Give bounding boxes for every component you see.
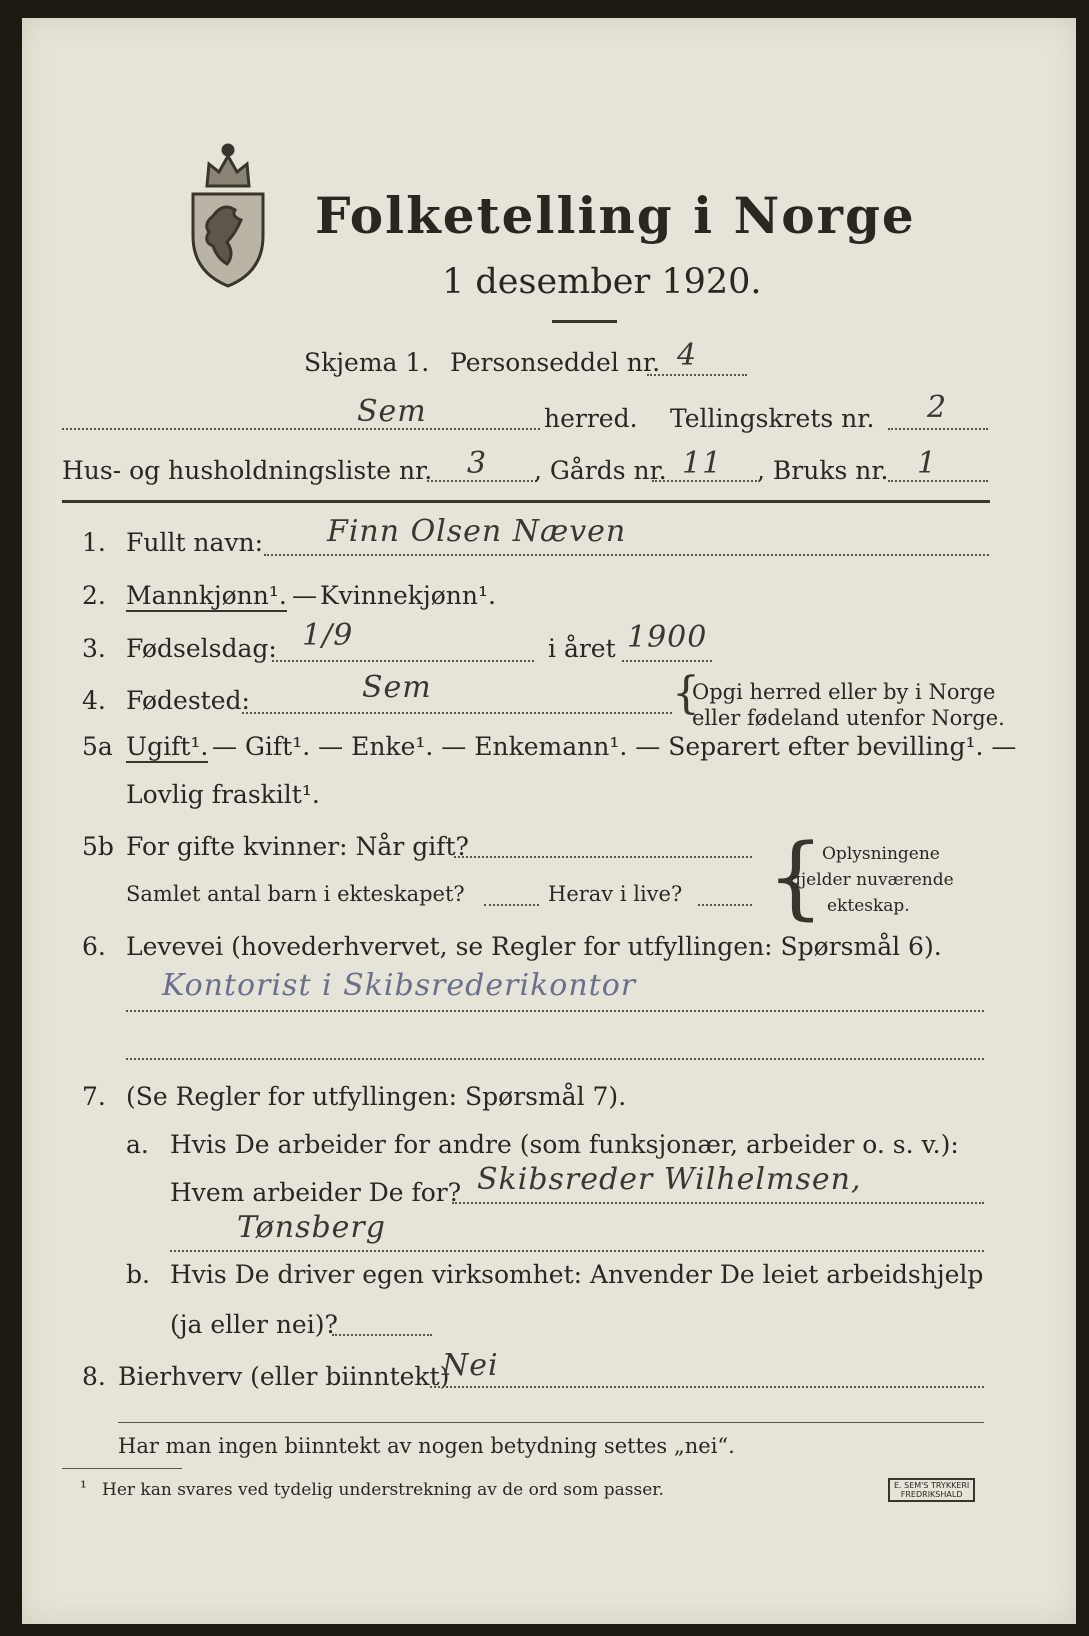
full-name-value: Finn Olsen Næven [327, 514, 627, 549]
norway-coat-of-arms-icon [187, 136, 269, 288]
title-divider [552, 320, 617, 323]
q7a-field-line-2 [170, 1250, 984, 1252]
gender-male-option: Mannkjønn¹. [126, 581, 287, 610]
q5b-children-field-line [484, 904, 539, 906]
census-form-sheet [22, 18, 1076, 1624]
q4-field-line [242, 712, 672, 714]
marital-ugift-option: Ugift¹. [126, 732, 209, 761]
marital-lovlig-fraskilt: Lovlig fraskilt¹. [126, 780, 320, 809]
printer-stamp [888, 1478, 975, 1502]
q3-number: 3. [82, 634, 106, 663]
q5b-when-married-label: For gifte kvinner: Når gift? [126, 832, 469, 861]
bruks-field-line [888, 480, 988, 482]
husliste-value: 3 [467, 446, 488, 481]
birth-year-value: 1900 [627, 620, 708, 655]
footer-note: Har man ingen biinntekt av nogen betydning settes „nei“. [118, 1434, 735, 1458]
q7-label: (Se Regler for utfyllingen: Spørsmål 7). [126, 1082, 627, 1111]
form-title: Folketelling i Norge [315, 186, 916, 245]
q7-number: 7. [82, 1082, 106, 1111]
personseddel-field-line [647, 374, 747, 376]
q7a-letter: a. [126, 1130, 149, 1159]
employer-location-value: Tønsberg [237, 1210, 386, 1245]
herred-field-line [62, 428, 540, 430]
tellingskrets-field-line [888, 428, 988, 430]
gender-separator: — [292, 581, 317, 610]
gender-female-option: Kvinnekjønn¹. [320, 581, 496, 610]
q5b-when-married-field-line [454, 856, 752, 858]
q7b-letter: b. [126, 1260, 150, 1289]
q6-number: 6. [82, 932, 106, 961]
census-date: 1 desember 1920. [442, 262, 762, 302]
bruks-label: , Bruks nr. [757, 456, 889, 485]
side-income-value: Nei [442, 1348, 499, 1383]
birthplace-value: Sem [362, 670, 432, 705]
q5b-note-line2: gjelder nuværende [790, 870, 954, 890]
q1-label: Fullt navn: [126, 528, 264, 557]
personseddel-label: Personseddel nr. [450, 348, 661, 377]
occupation-value: Kontorist i Skibsrederikontor [162, 968, 637, 1003]
husliste-label: Hus- og husholdningsliste nr. [62, 456, 433, 485]
q7b-question: Hvis De driver egen virksomhet: Anvender De leiet arbeidshjelp [170, 1260, 984, 1289]
q5b-note-line3: ekteskap. [827, 896, 910, 916]
q1-field-line [264, 554, 989, 556]
q7b-field-line [332, 1334, 432, 1336]
q4-note-line1: Opgi herred eller by i Norge [692, 680, 996, 704]
q4-note-line2: eller fødeland utenfor Norge. [692, 706, 1005, 730]
q3-label: Fødselsdag: [126, 634, 277, 663]
q6-field-line-1 [126, 1010, 984, 1012]
q5b-note-line1: Oplysningene [822, 844, 940, 864]
q5b-number: 5b [82, 832, 114, 861]
birthday-value: 1/9 [302, 618, 354, 653]
q6-label: Levevei (hovederhvervet, se Regler for utfyllingen: Spørsmål 6). [126, 932, 942, 961]
q4-number: 4. [82, 686, 106, 715]
schema-label: Skjema 1. [304, 348, 430, 377]
q3-year-label: i året [548, 634, 616, 663]
q3-day-field-line [272, 660, 534, 662]
q7b-yes-no-label: (ja eller nei)? [170, 1310, 338, 1339]
printer-stamp-line2: FREDRIKSHALD [900, 1490, 963, 1499]
footnote-rule [62, 1468, 182, 1469]
header-rule [62, 500, 990, 503]
q8-label: Bierhverv (eller biinntekt) [118, 1362, 450, 1391]
q5b-note-brace: { [767, 825, 825, 930]
q2-number: 2. [82, 581, 106, 610]
q5b-children-label: Samlet antal barn i ekteskapet? [126, 882, 465, 906]
personseddel-value: 4 [677, 338, 698, 373]
q3-year-field-line [622, 660, 712, 662]
q7a-field-line-1 [452, 1202, 984, 1204]
tellingskrets-label: Tellingskrets nr. [670, 404, 875, 433]
herred-label: herred. [544, 404, 638, 433]
q7a-employer-label: Hvem arbeider De for? [170, 1178, 462, 1207]
footnote-mark: ¹ [80, 1478, 87, 1498]
herred-value: Sem [357, 394, 427, 429]
q4-note-brace: { [672, 668, 700, 719]
printer-stamp-line1: E. SEM'S TRYKKERI [894, 1481, 970, 1490]
q7a-question: Hvis De arbeider for andre (som funksjonær, arbeider o. s. v.): [170, 1130, 959, 1159]
gards-value: 11 [682, 446, 723, 481]
marital-other-options: — Gift¹. — Enke¹. — Enkemann¹. — Separert efter bevilling¹. — [212, 732, 1017, 761]
q1-number: 1. [82, 528, 106, 557]
q5a-number: 5a [82, 732, 113, 761]
footer-rule [118, 1422, 984, 1423]
employer-value: Skibsreder Wilhelmsen, [477, 1162, 862, 1197]
q5b-alive-field-line [698, 904, 752, 906]
q8-number: 8. [82, 1362, 106, 1391]
gards-label: , Gårds nr. [534, 456, 667, 485]
q4-label: Fødested: [126, 686, 250, 715]
bruks-value: 1 [917, 446, 938, 481]
tellingskrets-value: 2 [927, 390, 948, 425]
q5b-alive-label: Herav i live? [548, 882, 683, 906]
footnote-text: Her kan svares ved tydelig understrekning av de ord som passer. [102, 1480, 664, 1500]
q6-field-line-2 [126, 1058, 984, 1060]
q8-field-line [430, 1386, 984, 1388]
